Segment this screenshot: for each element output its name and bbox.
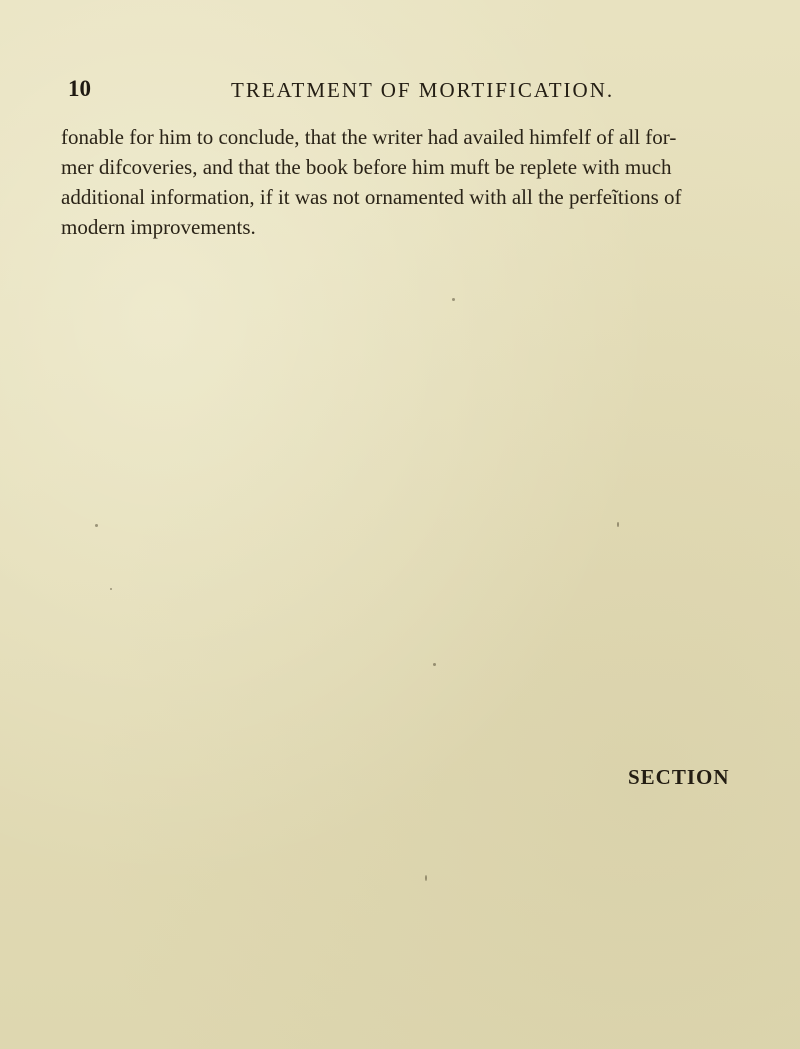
text-line: modern improvements. (61, 215, 256, 239)
paper-speck (110, 588, 112, 590)
catchword: SECTION (628, 765, 730, 789)
paper-speck (433, 663, 436, 666)
text-line: mer difcoveries, and that the book before him muft be replete with much (61, 155, 672, 179)
text-line: additional information, if it was not ornamented with all the perfeĩtions of (61, 185, 682, 209)
paper-speck (452, 298, 455, 301)
paper-speck (425, 875, 427, 881)
running-title: TREATMENT OF MORTIFICATION. (231, 78, 615, 102)
paper-speck (95, 524, 98, 527)
running-head (60, 76, 615, 106)
paper-speck (617, 522, 619, 527)
body-paragraph (61, 122, 751, 242)
page-number: 10 (68, 76, 91, 101)
text-line: fonable for him to conclude, that the writer had availed himfelf of all for- (61, 125, 677, 149)
